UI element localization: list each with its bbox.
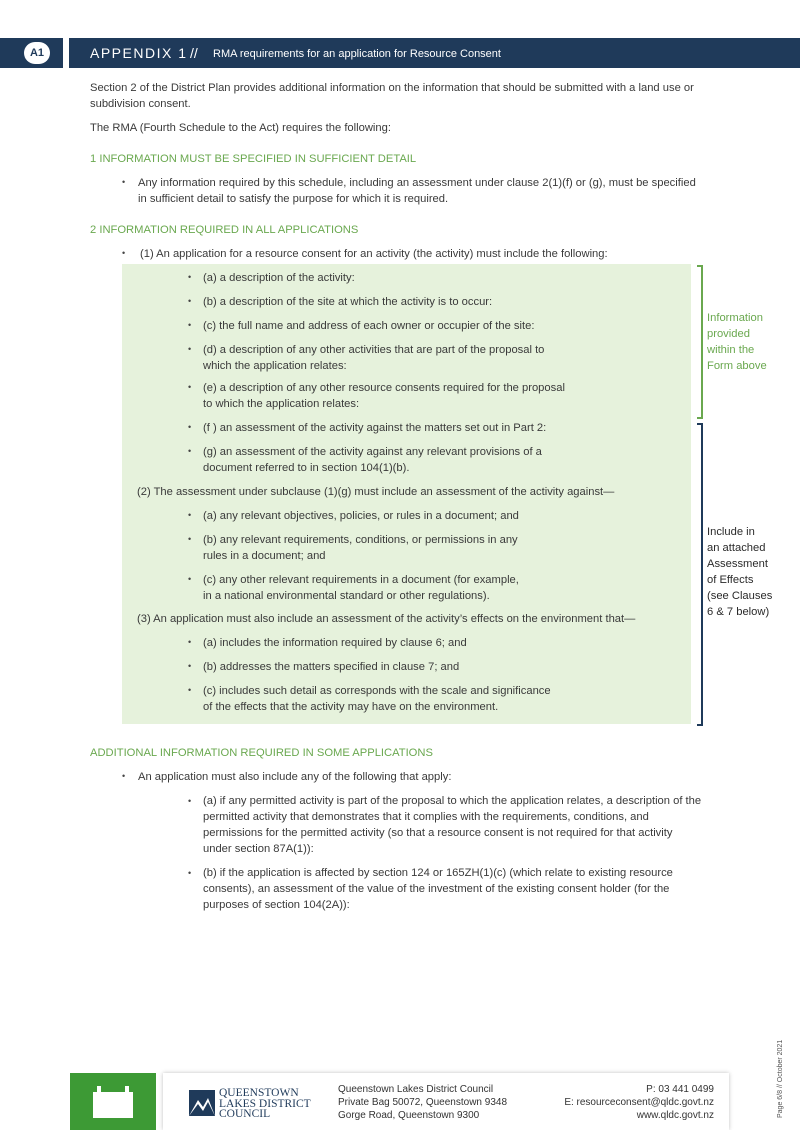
subclause-3: (3) An application must also include an assessment of the activity’s effects on the environment that— [137,613,636,625]
item-g-line-1: (g) an assessment of the activity against any relevant provisions of a [203,446,542,458]
subclause-2-c-line-2: in a national environmental standard or other regulations). [203,590,490,602]
bullet: • [188,446,192,456]
section3-a-line-1: (a) if any permitted activity is part of the proposal to which the application relates, a description of the [203,795,702,807]
item-e-line-1: (e) a description of any other resource consents required for the proposal [203,382,565,394]
footer-website[interactable]: www.qldc.govt.nz [636,1110,714,1121]
side-note-line: of Effects [707,574,754,586]
bullet: • [188,637,192,647]
side-note-assessment [707,524,772,620]
intro-line-3: The RMA (Fourth Schedule to the Act) requires the following: [90,122,391,134]
intro-line-1: Section 2 of the District Plan provides additional information on the information that should be submitted with a land use or [90,82,694,94]
subclause-2-a: (a) any relevant objectives, policies, or rules in a document; and [203,510,519,522]
bullet: • [188,534,192,544]
side-note-line: Assessment [707,558,768,570]
bullet: • [122,177,126,187]
section2-heading: 2 INFORMATION REQUIRED IN ALL APPLICATIONS [90,224,359,236]
subclause-2: (2) The assessment under subclause (1)(g) must include an assessment of the activity against— [137,486,615,498]
side-note-line: (see Clauses [707,590,773,602]
bullet: • [188,574,192,584]
appendix-title: APPENDIX 1 [90,45,188,61]
bullet: • [188,796,192,806]
council-logo-text [219,1088,311,1120]
section3-b-line-1: (b) if the application is affected by section 124 or 165ZH(1)(c) (which relate to existing resource [203,867,673,879]
page-number: Page 6/8 // October 2021 [777,1039,784,1118]
bullet: • [188,272,192,282]
subclause-3-c-line-2: of the effects that the activity may have on the environment. [203,701,499,713]
bullet: • [188,344,192,354]
item-c: (c) the full name and address of each owner or occupier of the site: [203,320,535,332]
bullet: • [188,382,192,392]
side-note-form [707,310,767,374]
logo-line: QUEENSTOWN [219,1087,299,1099]
green-bracket [697,265,703,419]
section3-heading: ADDITIONAL INFORMATION REQUIRED IN SOME APPLICATIONS [90,747,433,759]
section1-bullet-line-1: Any information required by this schedule, including an assessment under clause 2(1)(f) or (g), must be specified [138,177,696,189]
item-a: (a) a description of the activity: [203,272,355,284]
item-f: (f ) an assessment of the activity against the matters set out in Part 2: [203,422,547,434]
bullet: • [122,771,126,781]
section2-lead: (1) An application for a resource consent for an activity (the activity) must include the following: [140,248,608,260]
side-note-line: Information [707,312,763,324]
footer-phone: P: 03 441 0499 [646,1084,714,1095]
section1-bullet-line-2: in sufficient detail to satisfy the purpose for which it is required. [138,193,449,205]
section1-heading: 1 INFORMATION MUST BE SPECIFIED IN SUFFICIENT DETAIL [90,153,417,165]
bullet: • [122,248,126,258]
subclause-2-b-line-2: rules in a document; and [203,550,326,562]
section3-b-line-2: consents), an assessment of the value of the investment of the existing consent holder (for the [203,883,670,895]
item-g-line-2: document referred to in section 104(1)(b). [203,462,410,474]
footer-address-line-3: Gorge Road, Queenstown 9300 [338,1110,480,1121]
item-d-line-2: which the application relates: [203,360,347,372]
appendix-header [0,38,800,68]
appendix-subtitle: RMA requirements for an application for Resource Consent [213,48,501,60]
intro-line-2: subdivision consent. [90,98,191,110]
form-icon [93,1092,133,1118]
subclause-2-c-line-1: (c) any other relevant requirements in a document (for example, [203,574,519,586]
bullet: • [188,868,192,878]
side-note-line: Include in [707,526,755,538]
side-note-line: an attached [707,542,766,554]
subclause-3-b: (b) addresses the matters specified in clause 7; and [203,661,460,673]
section3-a-line-2: permitted activity that demonstrates that it complies with the requirements, conditions, and [203,811,649,823]
side-note-line: within the [707,344,755,356]
item-d-line-1: (d) a description of any other activities that are part of the proposal to [203,344,545,356]
title-separator: // [190,45,198,61]
bullet: • [188,296,192,306]
section3-lead: An application must also include any of the following that apply: [138,771,452,783]
appendix-badge: A1 [24,42,50,64]
bullet: • [188,510,192,520]
footer-email[interactable]: E: resourceconsent@qldc.govt.nz [564,1097,714,1108]
section3-a-line-3: permissions for the permitted activity (so that a resource consent is not required for that activity [203,827,673,839]
section3-a-line-4: under section 87A(1)): [203,843,314,855]
bullet: • [188,661,192,671]
footer-address-line-1: Queenstown Lakes District Council [338,1084,494,1095]
bullet: • [188,422,192,432]
header-divider [63,38,69,68]
footer-address-line-2: Private Bag 50072, Queenstown 9348 [338,1097,508,1108]
side-note-line: 6 & 7 below) [707,606,770,618]
navy-bracket [697,423,703,726]
section3-b-line-3: purposes of section 104(2A)): [203,899,350,911]
side-note-line: Form above [707,360,767,372]
subclause-2-b-line-1: (b) any relevant requirements, conditions, or permissions in any [203,534,518,546]
logo-line: COUNCIL [219,1108,271,1120]
logo-line: LAKES DISTRICT [219,1097,311,1110]
bullet: • [188,320,192,330]
mountain-logo-icon [189,1090,215,1116]
subclause-3-c-line-1: (c) includes such detail as corresponds with the scale and significance [203,685,551,697]
item-b: (b) a description of the site at which the activity is to occur: [203,296,493,308]
subclause-3-a: (a) includes the information required by clause 6; and [203,637,467,649]
side-note-line: provided [707,328,750,340]
bullet: • [188,685,192,695]
item-e-line-2: to which the application relates: [203,398,360,410]
